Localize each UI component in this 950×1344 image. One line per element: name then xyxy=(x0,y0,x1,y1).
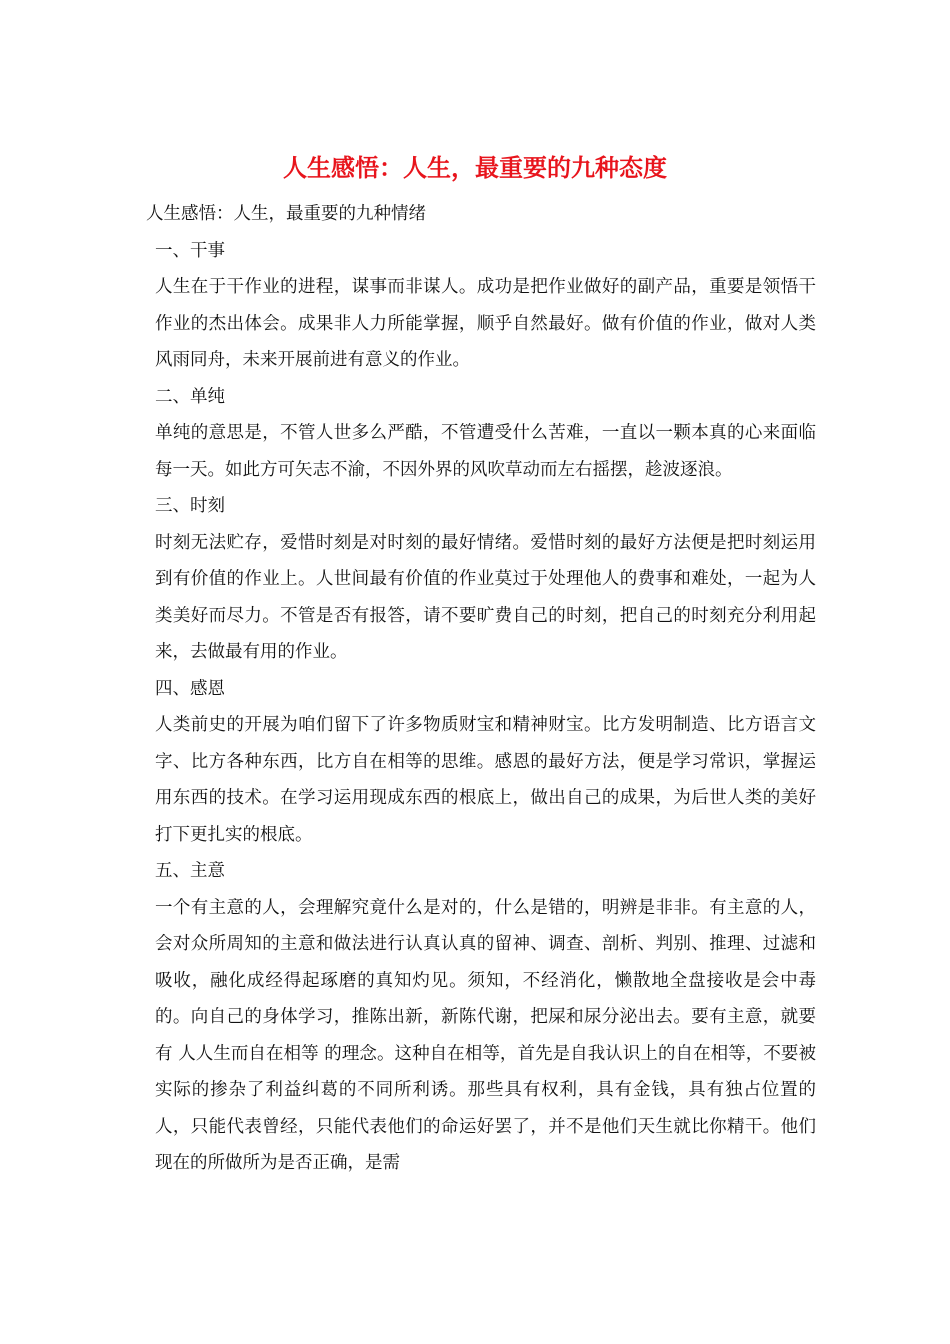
document-body xyxy=(146,196,816,1182)
page-title: 人生感悟：人生，最重要的九种态度 xyxy=(283,153,667,182)
section-heading: 一、干事 xyxy=(155,240,225,261)
section-body: 一个有主意的人，会理解究竟什么是对的，什么是错的，明辨是非非。有主意的人，会对众所周知的主意和做法进行认真认真的留神、调查、剖析、判别、推理、过滤和吸收，融化成经得起琢磨的真知灼见。须知，不经消化，懒散地全盘接收是会中毒的。向自己的身体学习，推陈出新，新陈代谢，把屎和尿分泌出去。要有主意，就要有 人人生而自在相等 的理念。这种自在相等，首先是自我认识上的自在相等，不要被实际的掺杂了利益纠葛的不同所利诱。那些具有权利，具有金钱，具有独占位置的人，只能代表曾经，只能代表他们的命运好罢了，并不是他们天生就比你精干。他们现在的所做所为是否正确，是需 xyxy=(155,897,816,1173)
section-heading: 三、时刻 xyxy=(155,496,225,516)
section-body: 时刻无法贮存，爱惜时刻是对时刻的最好情绪。爱惜时刻的最好方法便是把时刻运用到有价值的作业上。人世间最有价值的作业莫过于处理他人的费事和难处，一起为人类美好而尽力。不管是否有报答，请不要旷费自己的时刻，把自己的时刻充分利用起来，去做最有用的作业。 xyxy=(155,532,816,662)
subtitle: 人生感悟：人生，最重要的九种情绪 xyxy=(146,204,426,224)
section-body: 人生在于干作业的进程，谋事而非谋人。成功是把作业做好的副产品，重要是领悟干作业的杰出体会。成果非人力所能掌握，顺乎自然最好。做有价值的作业，做对人类风雨同舟，未来开展前进有意义的作业。 xyxy=(155,277,816,370)
section-body: 单纯的意思是，不管人世多么严酷，不管遭受什么苦难，一直以一颗本真的心来面临每一天。如此方可矢志不渝，不因外界的风吹草动而左右摇摆，趁波逐浪。 xyxy=(155,423,816,480)
section-heading: 五、主意 xyxy=(155,861,225,881)
section-heading: 四、感恩 xyxy=(155,678,225,699)
section-body: 人类前史的开展为咱们留下了许多物质财宝和精神财宝。比方发明制造、比方语言文字、比方各种东西，比方自在相等的思维。感恩的最好方法，便是学习常识，掌握运用东西的技术。在学习运用现成东西的根底上，做出自己的成果，为后世人类的美好打下更扎实的根底。 xyxy=(155,715,816,845)
section-heading: 二、单纯 xyxy=(155,386,225,407)
